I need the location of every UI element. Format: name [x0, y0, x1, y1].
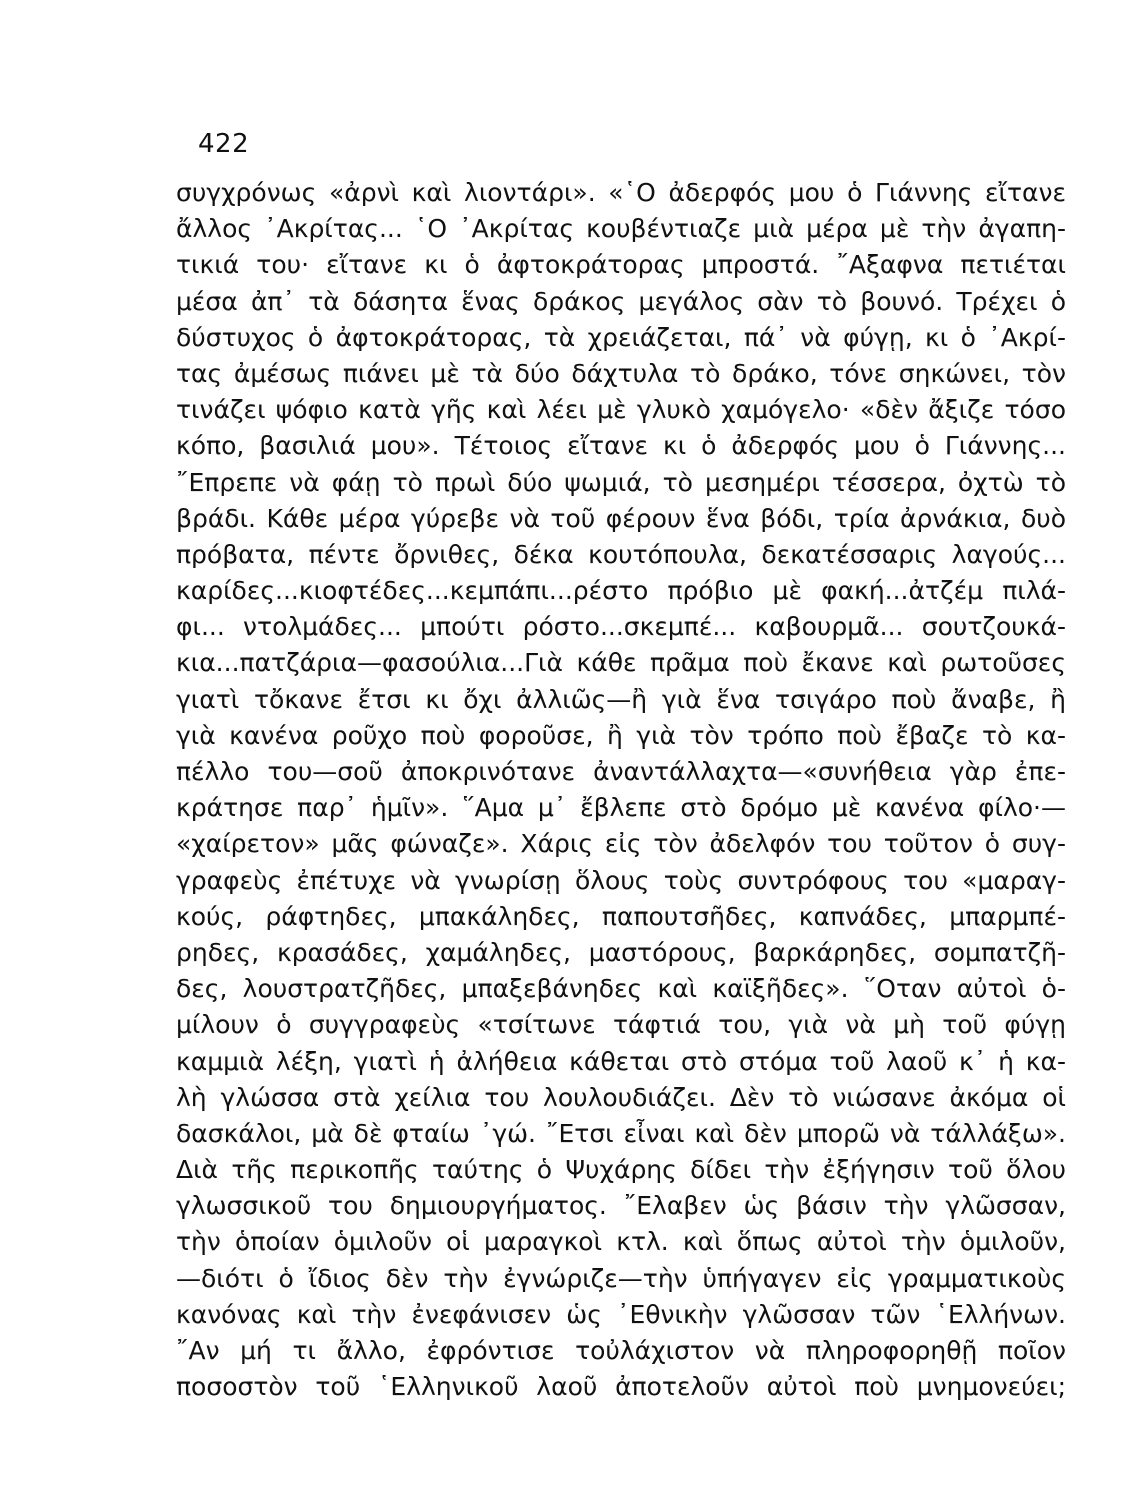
text-line: κόπο, βασιλιά μου». Τέτοιος εἴτανε κι ὁ ἀδερφός μου ὁ Γιάννης...: [176, 431, 1066, 461]
text-line: κανόνας καὶ τὴν ἐνεφάνισεν ὡς ᾿Εθνικὴν γλῶσσαν τῶν ῾Ελλήνων.: [176, 1299, 1066, 1329]
text-line: δες, λουστρατζῆδες, μπαξεβάνηδες καὶ καϊξῆδες». ῞Οταν αὐτοὶ ὁ-: [176, 974, 1066, 1004]
text-line: γιατὶ τὄκανε ἔτσι κι ὄχι ἀλλιῶς—ἢ γιὰ ἕνα τσιγάρο ποὺ ἄναβε, ἢ: [176, 684, 1066, 714]
text-line: γιὰ κανένα ροῦχο ποὺ φοροῦσε, ἢ γιὰ τὸν τρόπο ποὺ ἔβαζε τὸ κα-: [176, 720, 1066, 750]
text-line: μέσα ἀπ᾿ τὰ δάσητα ἕνας δράκος μεγάλος σὰν τὸ βουνό. Τρέχει ὁ: [176, 286, 1066, 316]
text-line: βράδι. Κάθε μέρα γύρεβε νὰ τοῦ φέρουν ἕνα βόδι, τρία ἀρνάκια, δυὸ: [176, 503, 1066, 533]
text-line: πρόβατα, πέντε ὄρνιθες, δέκα κουτόπουλα, δεκατέσσαρις λαγούς...: [176, 539, 1066, 569]
text-line: ῎Επρεπε νὰ φάῃ τὸ πρωὶ δύο ψωμιά, τὸ μεσημέρι τέσσερα, ὀχτὼ τὸ: [176, 467, 1066, 497]
text-line: πέλλο του—σοῦ ἀποκρινότανε ἀναντάλλαχτα—«συνήθεια γὰρ ἐπε-: [176, 757, 1066, 786]
text-line: λὴ γλώσσα στὰ χείλια του λουλουδιάζει. Δὲν τὸ νιώσανε ἀκόμα οἱ: [176, 1082, 1066, 1112]
text-line: τινάζει ψόφιο κατὰ γῆς καὶ λέει μὲ γλυκὸ χαμόγελο· «δὲν ἄξιζε τόσο: [176, 395, 1066, 425]
text-line: κια...πατζάρια—φασούλια...Γιὰ κάθε πρᾶμα ποὺ ἔκανε καὶ ρωτοῦσες: [176, 648, 1066, 678]
text-line: τικιά του· εἴτανε κι ὁ ἀφτοκράτορας μπροστά. ῎Αξαφνα πετιέται: [176, 250, 1066, 280]
text-line: γλωσσικοῦ του δημιουργήματος. ῎Ελαβεν ὡς βάσιν τὴν γλῶσσαν,: [176, 1191, 1066, 1221]
text-line: καρίδες...κιοφτέδες...κεμπάπι...ρέστο πρόβιο μὲ φακή...ἀτζέμ πιλά-: [176, 576, 1066, 606]
text-line: μίλουν ὁ συγγραφεὺς «τσίτωνε τάφτιά του, γιὰ νὰ μὴ τοῦ φύγῃ: [176, 1010, 1066, 1040]
text-line: ποσοστὸν τοῦ ῾Ελληνικοῦ λαοῦ ἀποτελοῦν αὐτοὶ ποὺ μνημονεύει;: [176, 1372, 1066, 1402]
text-line: δύστυχος ὁ ἀφτοκράτορας, τὰ χρειάζεται, πά᾿ νὰ φύγῃ, κι ὁ ᾿Ακρί-: [176, 322, 1066, 352]
text-line: γραφεὺς ἐπέτυχε νὰ γνωρίσῃ ὅλους τοὺς συντρόφους του «μαραγ-: [176, 865, 1066, 895]
text-line: κράτησε παρ᾿ ἡμῖν». ῞Αμα μ᾿ ἔβλεπε στὸ δρόμο μὲ κανένα φίλο·—: [176, 793, 1066, 823]
text-line: ῎Αν μή τι ἄλλο, ἐφρόντισε τοὐλάχιστον νὰ πληροφορηθῇ ποῖον: [176, 1336, 1066, 1365]
text-line: ἄλλος ᾿Ακρίτας... ῾Ο ᾿Ακρίτας κουβέντιαζε μιὰ μέρα μὲ τὴν ἀγαπη-: [176, 214, 1066, 244]
text-line: τας ἀμέσως πιάνει μὲ τὰ δύο δάχτυλα τὸ δράκο, τόνε σηκώνει, τὸν: [176, 358, 1066, 388]
text-line: τὴν ὁποίαν ὁμιλοῦν οἱ μαραγκοὶ κτλ. καὶ ὅπως αὐτοὶ τὴν ὁμιλοῦν,: [176, 1227, 1066, 1257]
page-number: 422: [198, 129, 250, 159]
body-text: [176, 175, 1066, 1405]
text-line: καμμιὰ λέξη, γιατὶ ἡ ἀλήθεια κάθεται στὸ στόμα τοῦ λαοῦ κ᾿ ἡ κα-: [176, 1046, 1066, 1076]
text-line: φι... ντολμάδες... μπούτι ρόστο...σκεμπέ... καβουρμᾶ... σουτζουκά-: [176, 612, 1066, 642]
text-line: —διότι ὁ ἴδιος δὲν τὴν ἐγνώριζε—τὴν ὑπήγαγεν εἰς γραμματικοὺς: [176, 1263, 1066, 1293]
text-line: συγχρόνως «ἀρνὶ καὶ λιοντάρι». «῾Ο ἀδερφός μου ὁ Γιάννης εἴτανε: [176, 178, 1066, 207]
text-line: «χαίρετον» μᾶς φώναζε». Χάρις εἰς τὸν ἀδελφόν του τοῦτον ὁ συγ-: [176, 829, 1066, 859]
text-line: ρηδες, κρασάδες, χαμάληδες, μαστόρους, βαρκάρηδες, σομπατζῆ-: [176, 937, 1066, 967]
text-line: κούς, ράφτηδες, μπακάληδες, παπουτσῆδες, καπνάδες, μπαρμπέ-: [176, 901, 1066, 931]
text-line: Διὰ τῆς περικοπῆς ταύτης ὁ Ψυχάρης δίδει τὴν ἐξήγησιν τοῦ ὅλου: [176, 1155, 1066, 1185]
text-line: δασκάλοι, μὰ δὲ φταίω ᾿γώ. ῎Ετσι εἶναι καὶ δὲν μπορῶ νὰ τάλλάξω».: [176, 1118, 1066, 1148]
